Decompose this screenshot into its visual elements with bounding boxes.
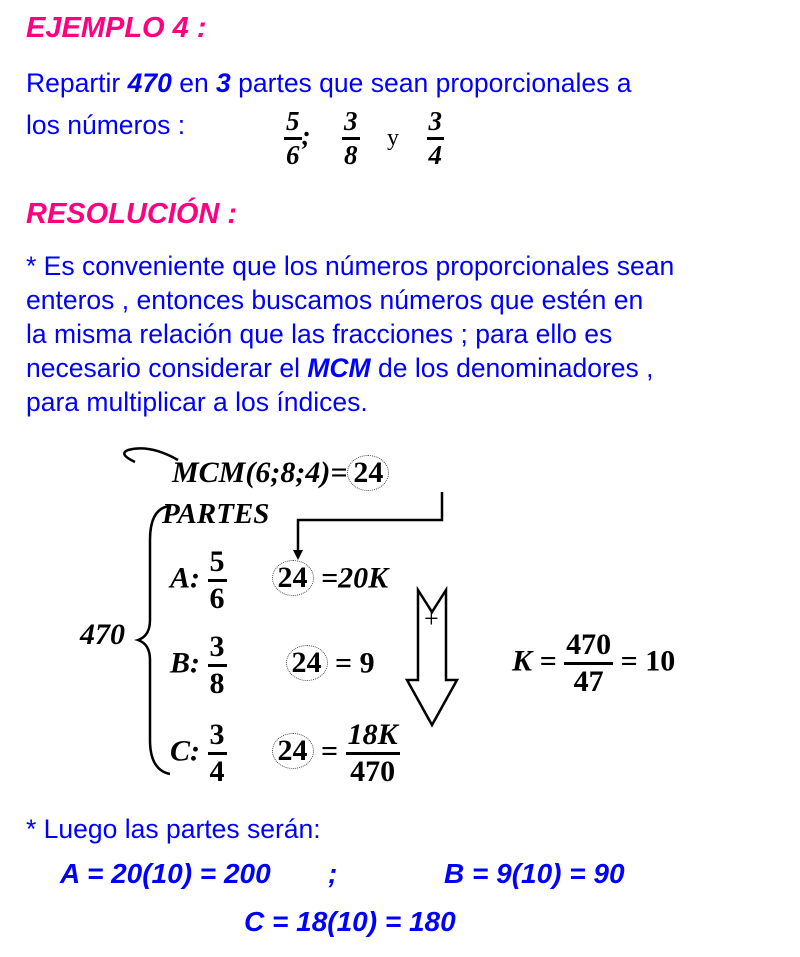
resolution-title: RESOLUCIÓN : — [26, 198, 238, 230]
and-word: y — [387, 125, 399, 151]
problem-text: en — [171, 68, 217, 98]
mcm-highlight: MCM — [307, 353, 371, 383]
plus-sign: + — [424, 604, 439, 633]
k-result: = 10 — [620, 644, 676, 678]
row-c-fraction: $\frac{3}{4}$ — [209, 718, 225, 788]
row-a-fraction: $\frac{5}{6}$ — [209, 545, 225, 615]
curved-arrow-icon — [124, 448, 178, 462]
row-c: C: $\frac{3}{4}$ 24 = $\frac{18K}{470}$ — [170, 718, 398, 788]
explanation-line: la misma relación que las fracciones ; para ello es — [26, 319, 613, 349]
explanation-line: para multiplicar a los índices. — [26, 387, 368, 417]
explanation — [26, 249, 786, 419]
parts-label: PARTES — [162, 498, 270, 530]
total-label: 470 — [80, 618, 125, 651]
answer-a: A = 20(10) = 200 — [60, 858, 271, 889]
separator: ; — [301, 120, 311, 151]
problem-text: Repartir — [26, 68, 128, 98]
row-b: B: $\frac{3}{8}$ 24 = 9 — [170, 630, 375, 700]
row-c-multiplier: 24 — [272, 733, 314, 769]
k-fraction: $\frac{470}{47}$ — [566, 628, 612, 698]
answer-c: C = 18(10) = 180 — [244, 906, 456, 937]
problem-total: 470 — [127, 68, 172, 98]
problem-text: partes que sean proporcionales a — [230, 68, 632, 98]
fractions-group — [284, 106, 444, 171]
row-a-result: =20K — [321, 561, 389, 595]
explanation-line: * Es conveniente que los números proporcionales sean — [26, 251, 675, 281]
row-a-multiplier: 24 — [272, 560, 314, 596]
mcm-expression: MCM(6;8;4)= — [172, 456, 348, 489]
problem-parts: 3 — [216, 68, 231, 98]
connector-line — [298, 492, 442, 552]
fraction-3-4: $\frac{3}{4}$ — [428, 106, 442, 170]
explanation-line: necesario considerar el MCM de los denominadores , — [26, 353, 654, 383]
explanation-line: enteros , entonces buscamos números que estén en — [26, 285, 644, 315]
row-a: A: $\frac{5}{6}$ 24 =20K — [170, 545, 389, 615]
k-lhs: K = — [512, 644, 557, 678]
example-title: EJEMPLO 4 : — [26, 12, 207, 44]
fraction-3-8: $\frac{3}{8}$ — [344, 106, 358, 170]
problem-line-1 — [26, 66, 632, 100]
answer-separator: ; — [328, 858, 338, 889]
problem-line-2: los números : — [26, 110, 186, 140]
conclusion-intro: * Luego las partes serán: — [26, 814, 321, 844]
row-c-result-fraction: $\frac{18K}{470}$ — [347, 718, 398, 788]
mcm-value: 24 — [347, 455, 389, 491]
row-b-result: = 9 — [335, 646, 375, 680]
left-brace-icon — [138, 506, 170, 774]
mcm-line — [172, 455, 389, 491]
k-equation — [512, 628, 675, 699]
answer-b: B = 9(10) = 90 — [444, 858, 625, 889]
row-b-multiplier: 24 — [286, 645, 328, 681]
fraction-5-6: $\frac{5}{6}$ — [286, 106, 300, 170]
row-b-fraction: $\frac{3}{8}$ — [209, 630, 225, 700]
